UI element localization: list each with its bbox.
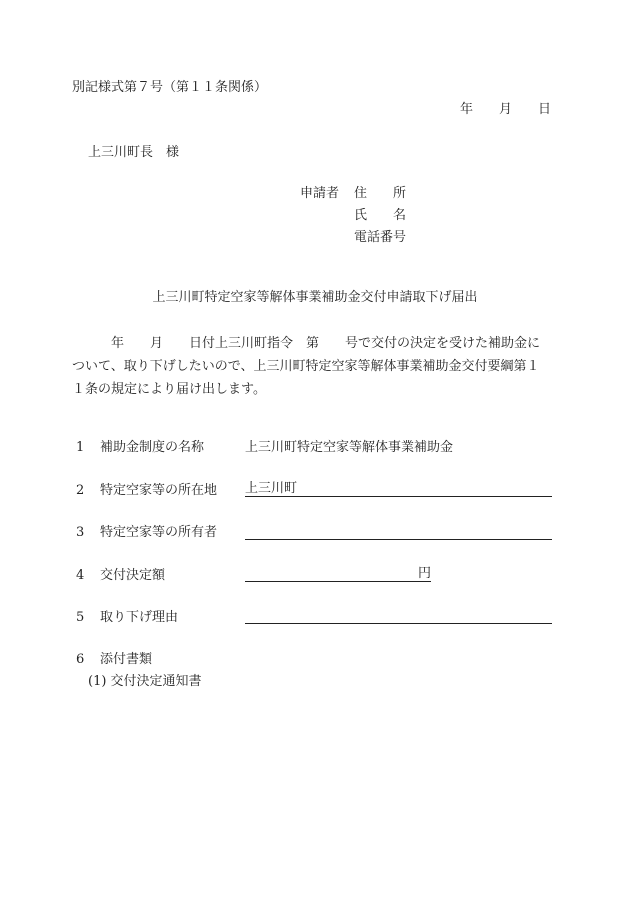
item-number: 5 xyxy=(76,610,85,625)
applicant-role: 申請者 xyxy=(300,186,340,201)
date-line xyxy=(460,101,551,119)
yen-unit: 円 xyxy=(418,566,432,581)
item-label: 取り下げ理由 xyxy=(100,610,179,625)
location-value: 上三川町 xyxy=(245,481,298,496)
attachment-item-1: (1) 交付決定通知書 xyxy=(88,674,202,689)
item-1 xyxy=(76,439,204,457)
item-label: 補助金制度の名称 xyxy=(100,440,205,455)
item-number: 3 xyxy=(76,525,85,540)
item-number: 2 xyxy=(76,483,85,498)
body-paragraph xyxy=(72,332,556,401)
applicant-block xyxy=(300,185,406,251)
item-number: 6 xyxy=(76,652,85,667)
date-day: 日 xyxy=(537,102,551,117)
addressee: 上三川町長 様 xyxy=(88,145,180,160)
item-2 xyxy=(76,482,217,500)
body-line-2: ついて、取り下げしたいので、上三川町特定空家等解体事業補助金交付要綱第１ xyxy=(72,359,540,374)
item-number: 4 xyxy=(76,568,85,583)
item-label: 添付書類 xyxy=(100,652,153,667)
item-label: 特定空家等の所在地 xyxy=(100,483,218,498)
body-line-1: 年 月 日付上三川町指令 第 号で交付の決定を受けた補助金に xyxy=(72,336,541,351)
item-label: 交付決定額 xyxy=(100,568,166,583)
item-5 xyxy=(76,609,178,627)
item-4 xyxy=(76,567,165,585)
item-label: 特定空家等の所有者 xyxy=(100,525,218,540)
name-label: 氏 名 xyxy=(354,208,407,223)
owner-field[interactable] xyxy=(245,539,552,540)
body-line-3: １条の規定により届け出します。 xyxy=(72,382,266,397)
amount-field[interactable] xyxy=(245,581,431,582)
item-number: 1 xyxy=(76,440,85,455)
location-field[interactable] xyxy=(245,496,552,497)
phone-label: 電話番号 xyxy=(354,230,407,245)
date-year: 年 xyxy=(459,102,473,117)
form-number: 別記様式第７号（第１１条関係） xyxy=(72,80,268,95)
reason-field[interactable] xyxy=(245,623,552,624)
item-6 xyxy=(76,651,152,669)
item-3 xyxy=(76,524,217,542)
date-month: 月 xyxy=(498,102,512,117)
program-name-value: 上三川町特定空家等解体事業補助金 xyxy=(245,440,454,455)
document-title: 上三川町特定空家等解体事業補助金交付申請取下げ届出 xyxy=(152,290,478,305)
address-label: 住 所 xyxy=(354,186,407,201)
